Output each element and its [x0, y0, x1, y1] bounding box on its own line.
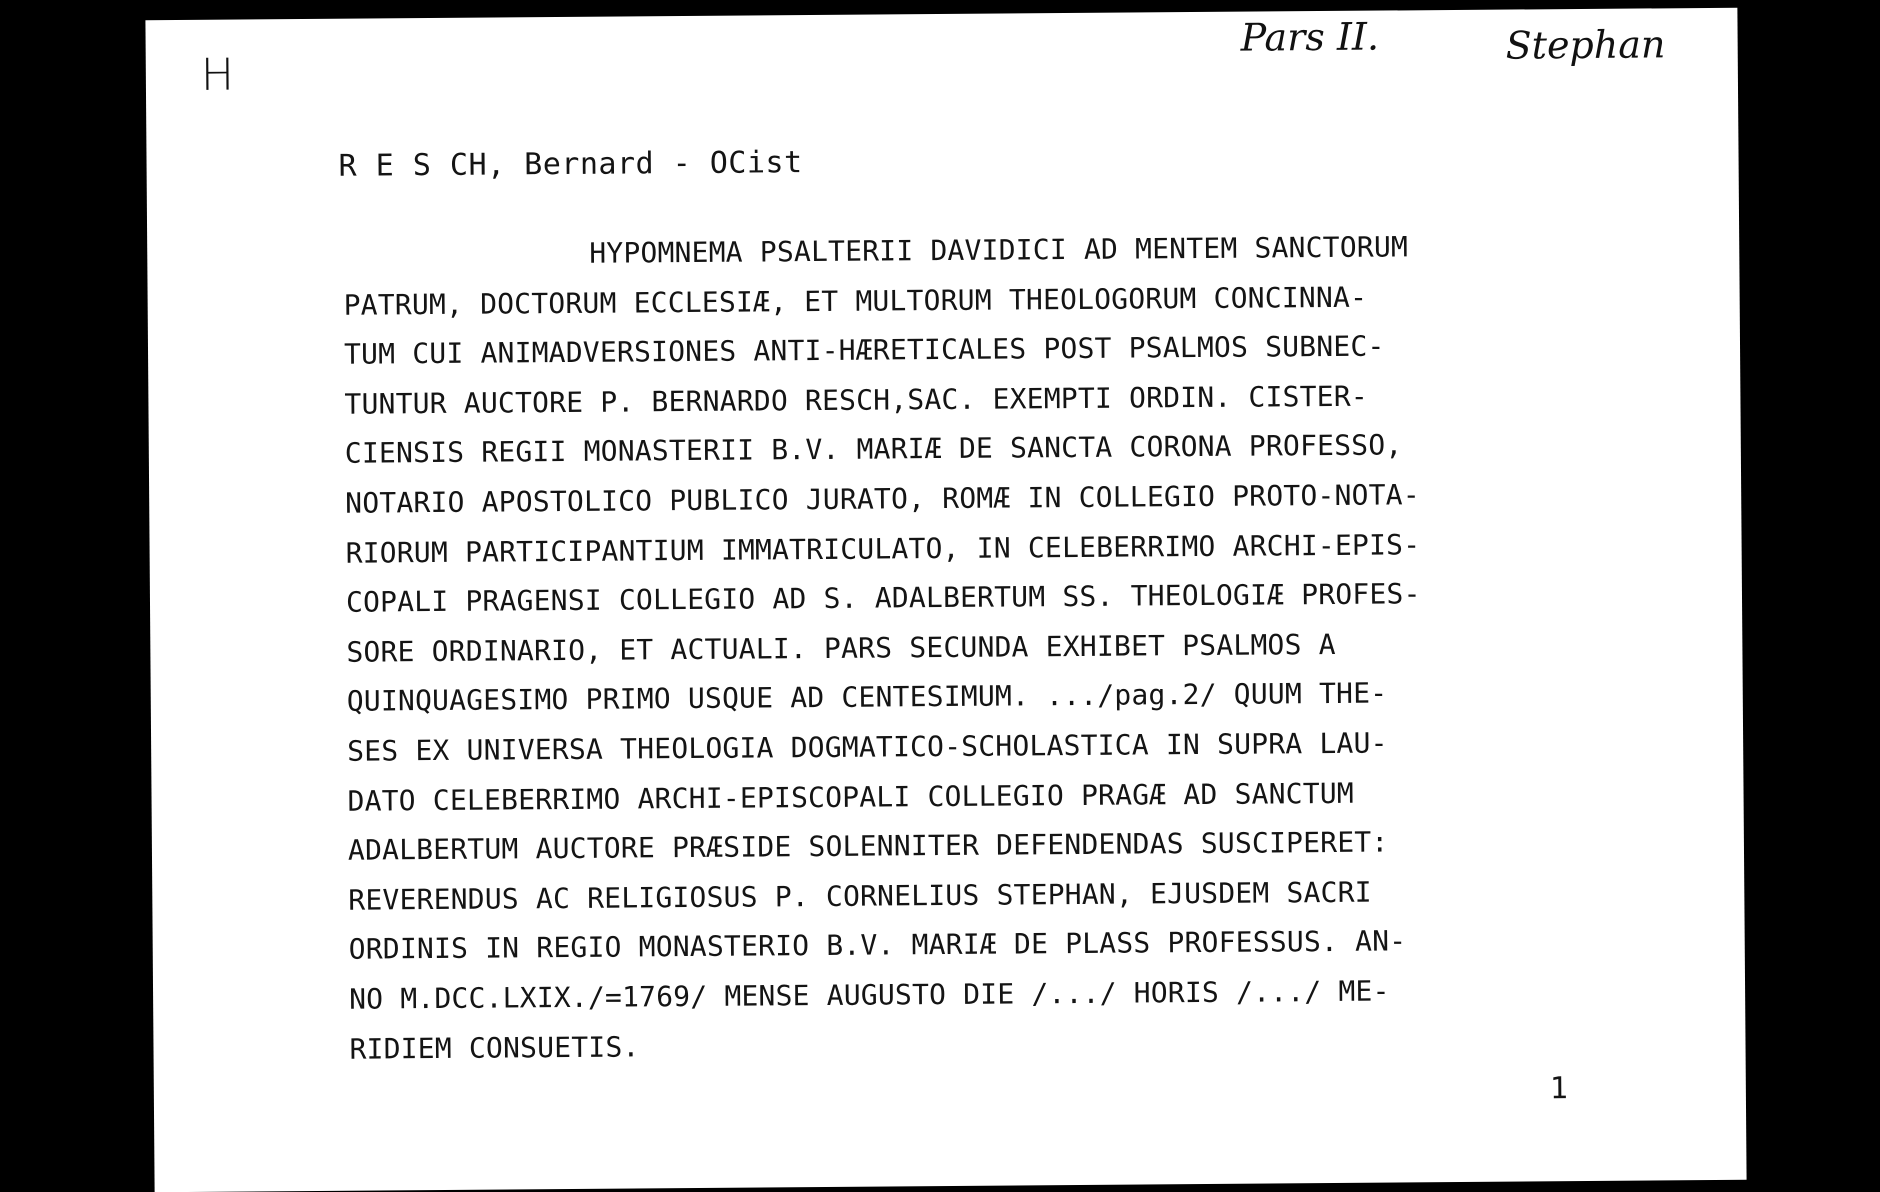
text-line: DATO CELEBERRIMO ARCHI-EPISCOPALI COLLEGIO PRAGÆ AD SANCTUM [347, 776, 1355, 818]
text-line: NOTARIO APOSTOLICO PUBLICO JURATO, ROMÆ IN COLLEGIO PROTO-NOTA- [345, 478, 1420, 520]
text-line: SES EX UNIVERSA THEOLOGIA DOGMATICO-SCHOLASTICA IN SUPRA LAU- [347, 726, 1388, 768]
text-line: NO M.DCC.LXIX./=1769/ MENSE AUGUSTO DIE /.../ HORIS /.../ ME- [348, 974, 1390, 1016]
text-line: RIDIEM CONSUETIS. [349, 1029, 640, 1066]
text-line: TUNTUR AUCTORE P. BERNARDO RESCH,SAC. EXEMPTI ORDIN. CISTER- [344, 379, 1368, 421]
text-line: COPALI PRAGENSI COLLEGIO AD S. ADALBERTUM SS. THEOLOGIÆ PROFES- [345, 577, 1421, 619]
text-line: ADALBERTUM AUCTORE PRÆSIDE SOLENNITER DEFENDENDAS SUSCIPERET: [347, 825, 1389, 867]
text-line: CIENSIS REGII MONASTERII B.V. MARIÆ DE SANCTA CORONA PROFESSO, [344, 428, 1403, 471]
text-line: RIORUM PARTICIPANTIUM IMMATRICULATO, IN CELEBERRIMO ARCHI-EPIS- [345, 527, 1421, 570]
handwritten-corner-mark: H [200, 49, 235, 101]
author-heading: R E S CH, Bernard - OCist [338, 145, 803, 184]
text-line: HYPOMNEMA PSALTERII DAVIDICI AD MENTEM SANCTORUM [589, 230, 1409, 270]
text-line: QUINQUAGESIMO PRIMO USQUE AD CENTESIMUM. .../pag.2/ QUUM THE- [346, 676, 1388, 719]
document-page [145, 8, 1746, 1192]
text-line: PATRUM, DOCTORUM ECCLESIÆ, ET MULTORUM THEOLOGORUM CONCINNA- [343, 280, 1368, 322]
title-description [343, 222, 1424, 1074]
handwritten-name-note: Stephan [1505, 22, 1666, 68]
text-line: ORDINIS IN REGIO MONASTERIO B.V. MARIÆ DE PLASS PROFESSUS. AN- [348, 924, 1407, 967]
text-line: SORE ORDINARIO, ET ACTUALI. PARS SECUNDA EXHIBET PSALMOS A [346, 627, 1336, 669]
handwritten-pars-note: Pars II. [1240, 14, 1380, 60]
page-number: 1 [1549, 1071, 1569, 1107]
text-line: TUM CUI ANIMADVERSIONES ANTI-HÆRETICALES POST PSALMOS SUBNEC- [343, 329, 1385, 371]
text-line: REVERENDUS AC RELIGIOSUS P. CORNELIUS STEPHAN, EJUSDEM SACRI [348, 875, 1372, 917]
